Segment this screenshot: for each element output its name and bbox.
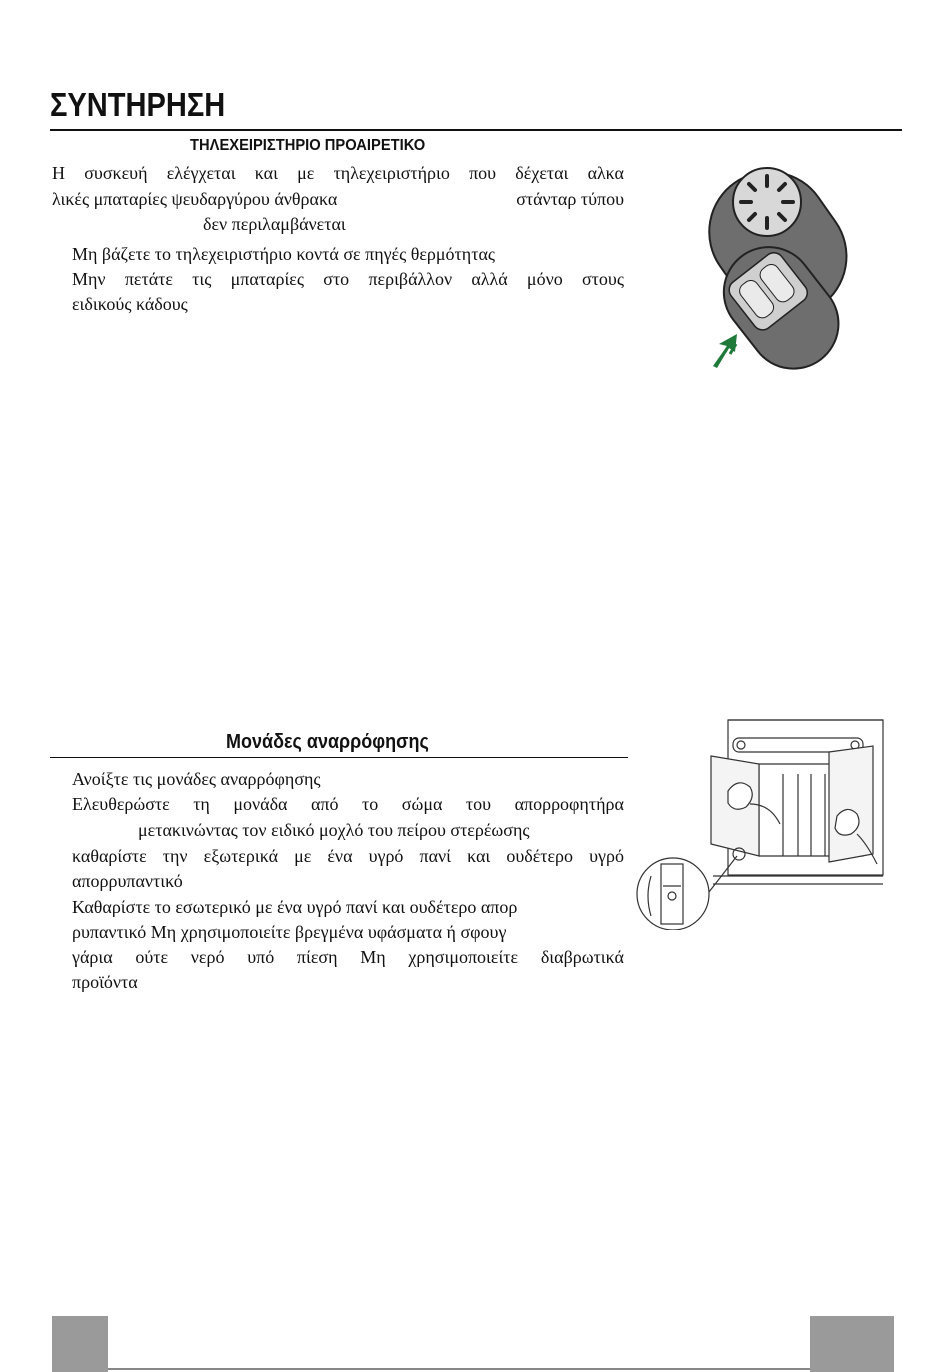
hood-suction-unit-icon [633,716,893,930]
word: την [162,846,188,866]
word: καθαρίστε [72,846,147,866]
remote-note2-line2: ειδικούς κάδους [72,294,188,314]
word: ελέγχεται [166,163,236,183]
word: με [297,163,315,183]
word: ουδέτερο [506,846,574,866]
footer-line [108,1368,810,1370]
word: Μη [360,947,386,967]
word: στους [581,269,624,289]
word: από [311,794,339,814]
suction-step4-line1: Καθαρίστε το εσωτερικό με ένα υγρό πανί και ουδέτερο απορ [72,897,518,917]
suction-step4-line3 [72,945,624,970]
word: συσκευή [84,163,148,183]
remote-control-icon [675,160,875,372]
word: πανί [419,846,451,866]
suction-step2-line2: μετακινώντας τον ειδικό μοχλό του πείρου στερέωσης [138,820,530,840]
suction-step1: Ανοίξτε τις μονάδες αναρρόφησης [72,769,321,789]
word: αλκα [587,163,624,183]
word: γάρια [72,947,113,967]
word: με [294,846,312,866]
word: αλλά [471,269,508,289]
word: πίεση [296,947,338,967]
word: Ελευθερώστε [72,794,170,814]
word: και [467,846,491,866]
word: ούτε [135,947,169,967]
word: που [469,163,497,183]
suction-divider [50,757,628,758]
suction-step3-line2: απορρυπαντικό [72,871,183,891]
word: πετάτε [124,269,173,289]
word: μονάδα [233,794,288,814]
suction-step3-line1 [72,844,624,869]
word: Μην [72,269,106,289]
word: απορροφητήρα [514,794,624,814]
remote-note2-line1 [72,267,624,292]
word: το [362,794,379,814]
word: μπαταρίες [230,269,304,289]
word: ένα [327,846,353,866]
suction-heading: Μονάδες αναρρόφησης [226,731,429,753]
word: εξωτερικά [203,846,279,866]
remote-intro-line2 [52,187,624,212]
word: δέχεται [515,163,569,183]
word: νερό [190,947,225,967]
title-divider [50,129,902,131]
word: διαβρωτικά [540,947,624,967]
remote-note1: Μη βάζετε το τηλεχειριστήριο κοντά σε πηγές θερμότητας [72,244,495,264]
word: τη [193,794,210,814]
word: τηλεχειριστήριο [333,163,450,183]
word: χρησιμοποιείτε [408,947,519,967]
page-title: ΣΥΝΤΗΡΗΣΗ [50,86,226,123]
word: τις [192,269,212,289]
suction-step4-line2: ρυπαντικό Μη χρησιμοποιείτε βρεγμένα υφάσματα ή σφουγ [72,922,507,942]
remote-intro-line1 [52,161,624,186]
word: μόνο [526,269,563,289]
word: του [465,794,492,814]
remote-intro-line3: δεν περιλαμβάνεται [203,214,346,234]
word: υγρό [368,846,404,866]
remote-intro-line2-left: λικές μπαταρίες ψευδαργύρου άνθρακα [52,189,338,209]
word: σώμα [401,794,443,814]
remote-intro-line2-right: στάνταρ τύπου [516,189,624,209]
word: περιβάλλον [368,269,453,289]
suction-step2-line1 [72,792,624,817]
word: στο [323,269,350,289]
word: Η [52,163,65,183]
word: υγρό [589,846,624,866]
word: υπό [247,947,275,967]
remote-heading: ΤΗΛΕΧΕΙΡΙΣΤΗΡΙΟ ΠΡΟΑΙΡΕΤΙΚΟ [190,137,426,154]
suction-step4-line4: προϊόντα [72,972,138,992]
footer-right-block [810,1316,894,1372]
word: και [254,163,278,183]
footer-left-block [52,1316,108,1372]
